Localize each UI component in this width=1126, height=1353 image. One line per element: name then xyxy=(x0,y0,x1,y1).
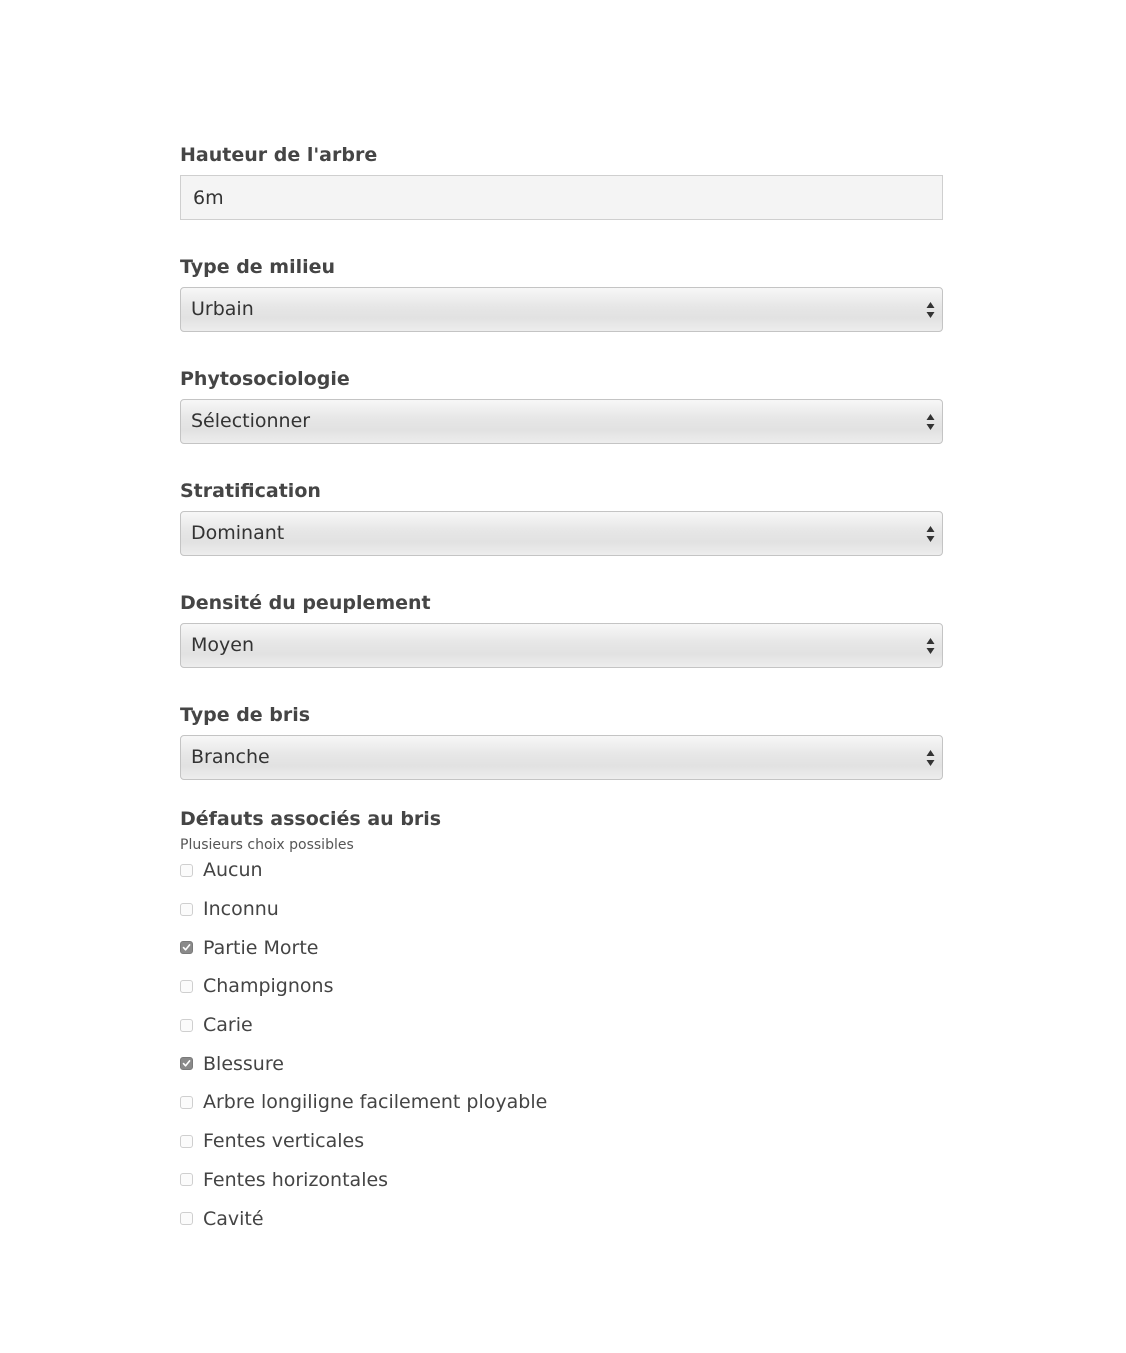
checkbox[interactable] xyxy=(180,1019,193,1032)
checkbox[interactable] xyxy=(180,941,193,954)
defects-title: Défauts associés au bris xyxy=(180,808,442,830)
density-select[interactable] xyxy=(180,623,943,668)
density-label: Densité du peuplement xyxy=(180,592,431,614)
checkbox-label[interactable]: Champignons xyxy=(203,975,334,998)
checkbox-label[interactable]: Inconnu xyxy=(203,898,279,921)
checkbox-label[interactable]: Blessure xyxy=(203,1052,284,1075)
phytosociology-select-value: Sélectionner xyxy=(191,410,311,432)
break-type-select[interactable] xyxy=(180,735,943,780)
environment-select-value: Urbain xyxy=(191,298,254,320)
phytosociology-label: Phytosociologie xyxy=(180,368,350,390)
checkmark-icon xyxy=(182,1059,191,1068)
density-select-value: Moyen xyxy=(191,634,254,656)
select-arrows-icon xyxy=(926,525,935,543)
defect-option-cavite[interactable] xyxy=(180,1199,943,1238)
height-field-group xyxy=(180,143,943,220)
phytosociology-field-group xyxy=(180,367,943,444)
height-label: Hauteur de l'arbre xyxy=(180,144,378,166)
phytosociology-select[interactable] xyxy=(180,399,943,444)
select-arrows-icon xyxy=(926,301,935,319)
checkbox[interactable] xyxy=(180,1057,193,1070)
defect-option-fentes-horizontales[interactable] xyxy=(180,1161,943,1200)
checkbox[interactable] xyxy=(180,903,193,916)
checkmark-icon xyxy=(182,943,191,952)
defect-option-inconnu[interactable] xyxy=(180,890,943,929)
stratification-select-value: Dominant xyxy=(191,522,285,544)
checkbox[interactable] xyxy=(180,1173,193,1186)
stratification-field-group xyxy=(180,479,943,556)
checkbox-label[interactable]: Aucun xyxy=(203,859,263,882)
checkbox-label[interactable]: Fentes verticales xyxy=(203,1130,365,1153)
checkbox-label[interactable]: Fentes horizontales xyxy=(203,1168,389,1191)
checkbox[interactable] xyxy=(180,1212,193,1225)
environment-select[interactable] xyxy=(180,287,943,332)
stratification-label: Stratification xyxy=(180,480,321,502)
defects-hint: Plusieurs choix possibles xyxy=(180,837,354,853)
select-arrows-icon xyxy=(926,749,935,767)
environment-field-group xyxy=(180,255,943,332)
height-input[interactable] xyxy=(180,175,943,220)
checkbox[interactable] xyxy=(180,1096,193,1109)
defect-option-partie-morte[interactable] xyxy=(180,928,943,967)
defect-option-aucun[interactable] xyxy=(180,851,943,890)
break-type-field-group xyxy=(180,703,943,780)
select-arrows-icon xyxy=(926,637,935,655)
defect-option-blessure[interactable] xyxy=(180,1044,943,1083)
tree-form xyxy=(180,143,943,1238)
defect-option-carie[interactable] xyxy=(180,1006,943,1045)
checkbox-label[interactable]: Partie Morte xyxy=(203,936,319,959)
density-field-group xyxy=(180,591,943,668)
select-arrows-icon xyxy=(926,413,935,431)
checkbox-label[interactable]: Cavité xyxy=(203,1207,264,1230)
defect-option-champignons[interactable] xyxy=(180,967,943,1006)
checkbox[interactable] xyxy=(180,864,193,877)
defect-option-fentes-verticales[interactable] xyxy=(180,1122,943,1161)
defect-option-arbre-longiligne[interactable] xyxy=(180,1083,943,1122)
break-type-select-value: Branche xyxy=(191,746,270,768)
environment-label: Type de milieu xyxy=(180,256,336,278)
checkbox-label[interactable]: Carie xyxy=(203,1014,253,1037)
break-type-label: Type de bris xyxy=(180,704,311,726)
checkbox[interactable] xyxy=(180,980,193,993)
defects-checklist xyxy=(180,851,943,1238)
checkbox-label[interactable]: Arbre longiligne facilement ployable xyxy=(203,1091,548,1114)
stratification-select[interactable] xyxy=(180,511,943,556)
checkbox[interactable] xyxy=(180,1135,193,1148)
